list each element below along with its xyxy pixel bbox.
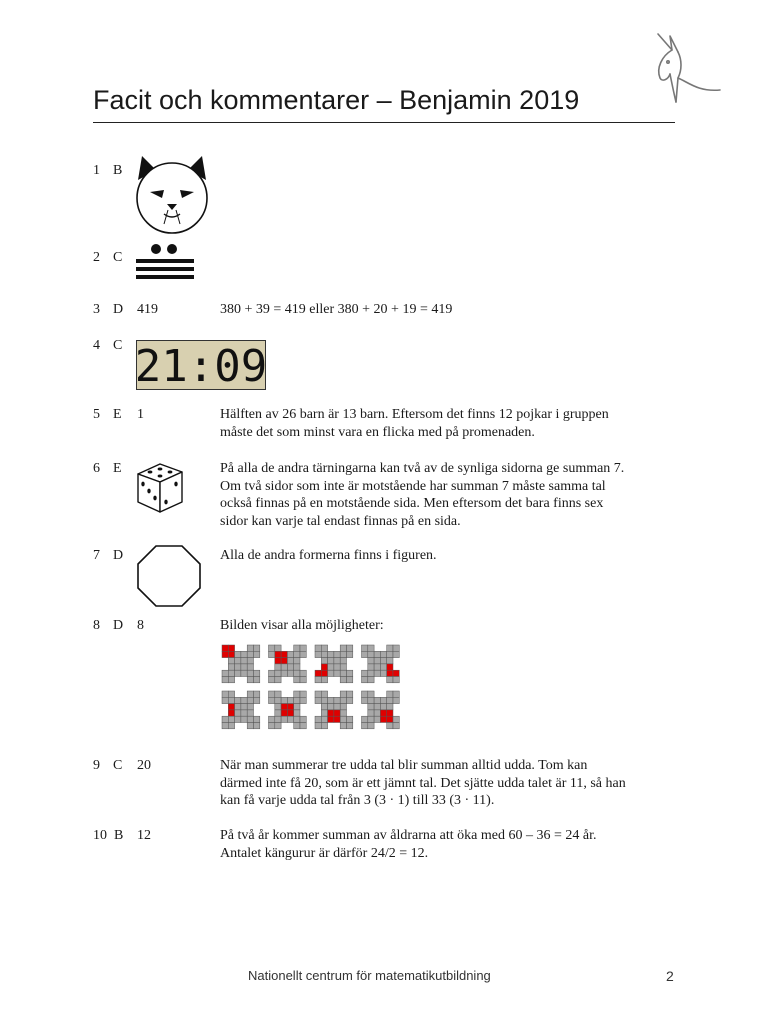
gray-cell (321, 677, 327, 683)
red-cell (321, 664, 327, 670)
gray-cell (247, 664, 253, 670)
gray-cell (275, 710, 281, 716)
problem-letter: C (113, 338, 123, 353)
problem-number: 3 (93, 302, 100, 317)
gray-cell (254, 645, 260, 651)
comment-line: Antalet kängurur är därför 24/2 = 12. (220, 845, 429, 861)
gray-cell (393, 645, 399, 651)
gray-cell (328, 651, 334, 657)
gray-cell (247, 691, 253, 697)
gray-cell (347, 651, 353, 657)
problem-number: 1 (93, 163, 100, 178)
gray-cell (241, 664, 247, 670)
gray-cell (340, 710, 346, 716)
problem-comment: Alla de andra formerna finns i figuren. (220, 548, 437, 563)
comment-line: På två år kommer summan av åldrarna att öka med 60 – 36 = 24 år. (220, 828, 597, 843)
gray-cell (334, 658, 340, 664)
gray-cell (269, 723, 275, 729)
gray-cell (300, 670, 306, 676)
gray-cell (334, 664, 340, 670)
gray-cell (235, 710, 241, 716)
gray-cell (387, 645, 393, 651)
gray-cell (294, 658, 300, 664)
gray-cell (300, 723, 306, 729)
gray-cell (347, 677, 353, 683)
gray-cell (269, 697, 275, 703)
gray-cell (347, 691, 353, 697)
gray-cell (340, 658, 346, 664)
comment-line: därmed inte få 20, som är ett jämnt tal. Det sjätte udda talet är 11, så han (220, 775, 626, 791)
gray-cell (254, 716, 260, 722)
gray-cell (241, 670, 247, 676)
gray-cell (315, 645, 321, 651)
problem-letter: E (113, 461, 122, 476)
gray-cell (328, 670, 334, 676)
gray-cell (269, 691, 275, 697)
gray-cell (247, 670, 253, 676)
gray-cell (340, 651, 346, 657)
red-cell (228, 710, 234, 716)
problem-number: 2 (93, 250, 100, 265)
gray-cell (315, 716, 321, 722)
gray-cell (315, 651, 321, 657)
gray-cell (275, 697, 281, 703)
possibility-grid (269, 691, 307, 729)
gray-cell (222, 716, 228, 722)
gray-cell (340, 704, 346, 710)
possibility-grid (222, 691, 260, 729)
gray-cell (247, 651, 253, 657)
gray-cell (294, 670, 300, 676)
gray-cell (340, 677, 346, 683)
gray-cell (300, 691, 306, 697)
gray-cell (235, 704, 241, 710)
problem-letter: D (113, 618, 124, 633)
gray-cell (340, 645, 346, 651)
gray-cell (228, 664, 234, 670)
comment-line: också finnas på en motstående sida. Men eftersom det bara finns sex (220, 496, 604, 511)
gray-cell (247, 723, 253, 729)
gray-cell (362, 697, 368, 703)
gray-cell (340, 723, 346, 729)
gray-cell (315, 723, 321, 729)
gray-cell (393, 691, 399, 697)
gray-cell (321, 716, 327, 722)
gray-cell (287, 664, 293, 670)
gray-cell (254, 670, 260, 676)
problem-answer: 419 (137, 302, 158, 317)
gray-cell (281, 716, 287, 722)
gray-cell (228, 716, 234, 722)
gray-cell (362, 716, 368, 722)
gray-cell (275, 691, 281, 697)
gray-cell (287, 670, 293, 676)
gray-cell (287, 697, 293, 703)
problem-comment (220, 827, 680, 862)
problem-letter: D (113, 548, 124, 563)
problem-comment: Bilden visar alla möjligheter: (220, 618, 384, 633)
gray-cell (374, 670, 380, 676)
gray-cell (380, 697, 386, 703)
red-cell (328, 710, 334, 716)
gray-cell (300, 697, 306, 703)
gray-cell (393, 723, 399, 729)
gray-cell (247, 677, 253, 683)
gray-cell (269, 651, 275, 657)
problem-number: 8 (93, 618, 100, 633)
gray-cell (281, 670, 287, 676)
gray-cell (222, 670, 228, 676)
gray-cell (321, 710, 327, 716)
gray-cell (222, 691, 228, 697)
red-cell (281, 658, 287, 664)
gray-cell (340, 670, 346, 676)
gray-cell (393, 651, 399, 657)
problem-answer: 8 (137, 618, 144, 633)
gray-cell (275, 664, 281, 670)
gray-cell (362, 723, 368, 729)
red-cell (275, 658, 281, 664)
problem-comment (220, 757, 680, 810)
red-cell (281, 710, 287, 716)
gray-cell (321, 723, 327, 729)
gray-cell (362, 651, 368, 657)
gray-cell (368, 651, 374, 657)
gray-cell (294, 716, 300, 722)
page-number: 2 (666, 968, 674, 984)
gray-cell (393, 716, 399, 722)
gray-cell (235, 651, 241, 657)
gray-cell (247, 716, 253, 722)
problem-number: 6 (93, 461, 100, 476)
red-cell (275, 651, 281, 657)
gray-cell (294, 691, 300, 697)
gray-cell (368, 723, 374, 729)
gray-cell (228, 677, 234, 683)
dice-icon (134, 460, 186, 514)
red-cell (228, 704, 234, 710)
gray-cell (374, 658, 380, 664)
red-cell (380, 716, 386, 722)
gray-cell (228, 691, 234, 697)
gray-cell (315, 697, 321, 703)
gray-cell (294, 704, 300, 710)
gray-cell (241, 651, 247, 657)
problem-number: 5 (93, 407, 100, 422)
gray-cell (368, 645, 374, 651)
gray-cell (294, 677, 300, 683)
red-cell (321, 670, 327, 676)
gray-cell (275, 723, 281, 729)
gray-cell (222, 723, 228, 729)
gray-cell (340, 664, 346, 670)
gray-cell (347, 697, 353, 703)
gray-cell (347, 670, 353, 676)
cat-face-icon (134, 152, 210, 230)
gray-cell (235, 670, 241, 676)
gray-cell (334, 651, 340, 657)
gray-cell (269, 670, 275, 676)
gray-cell (241, 697, 247, 703)
comment-line: Hälften av 26 barn är 13 barn. Eftersom det finns 12 pojkar i gruppen (220, 407, 609, 422)
comment-line: måste det som minst vara en flicka med på promenaden. (220, 424, 535, 440)
gray-cell (368, 697, 374, 703)
gray-cell (368, 670, 374, 676)
gray-cell (222, 697, 228, 703)
comment-line: kan få varje udda tal från 3 (3 · 1) till 33 (3 · 11). (220, 793, 495, 808)
gray-cell (275, 677, 281, 683)
gray-cell (347, 645, 353, 651)
gray-cell (294, 710, 300, 716)
gray-cell (387, 677, 393, 683)
red-cell (315, 670, 321, 676)
gray-cell (368, 710, 374, 716)
gray-cell (368, 704, 374, 710)
gray-cell (269, 645, 275, 651)
gray-cell (374, 651, 380, 657)
gray-cell (294, 651, 300, 657)
comment-line: Om två sidor som inte är motstående har summan 7 måste samma tal (220, 478, 606, 494)
possibility-grid (222, 645, 260, 683)
gray-cell (340, 691, 346, 697)
gray-cell (235, 716, 241, 722)
gray-cell (374, 664, 380, 670)
possibility-grid (362, 645, 400, 683)
problem-answer: 12 (137, 828, 151, 843)
gray-cell (241, 716, 247, 722)
gray-cell (380, 651, 386, 657)
gray-cell (315, 677, 321, 683)
gray-cell (374, 716, 380, 722)
kangaroo-icon (648, 28, 724, 108)
gray-cell (340, 716, 346, 722)
gray-cell (254, 723, 260, 729)
gray-cell (321, 658, 327, 664)
problem-answer: 1 (137, 407, 144, 422)
problem-comment: 380 + 39 = 419 eller 380 + 20 + 19 = 419 (220, 302, 453, 317)
gray-cell (380, 658, 386, 664)
gray-cell (275, 716, 281, 722)
gray-cell (300, 651, 306, 657)
problem-letter: D (113, 302, 124, 317)
red-cell (334, 716, 340, 722)
gray-cell (228, 658, 234, 664)
gray-cell (321, 651, 327, 657)
footer-text: Nationellt centrum för matematikutbildning (248, 968, 491, 983)
gray-cell (387, 658, 393, 664)
gray-cell (393, 677, 399, 683)
gray-cell (321, 645, 327, 651)
gray-cell (294, 697, 300, 703)
gray-cell (275, 645, 281, 651)
problem-number: 4 (93, 338, 100, 353)
red-cell (287, 710, 293, 716)
gray-cell (294, 664, 300, 670)
problem-letter: C (113, 758, 123, 773)
red-cell (287, 704, 293, 710)
gray-cell (222, 677, 228, 683)
red-cell (387, 664, 393, 670)
dots-and-bars-icon (134, 242, 196, 286)
gray-cell (235, 697, 241, 703)
gray-cell (368, 658, 374, 664)
gray-cell (321, 691, 327, 697)
page-title: Facit och kommentarer – Benjamin 2019 (93, 85, 580, 115)
gray-cell (269, 677, 275, 683)
gray-cell (287, 658, 293, 664)
gray-cell (241, 704, 247, 710)
problem-number: 7 (93, 548, 100, 563)
red-cell (387, 716, 393, 722)
red-cell (228, 651, 234, 657)
octagon-icon (136, 545, 202, 607)
problem-comment (220, 406, 680, 441)
gray-cell (241, 658, 247, 664)
gray-cell (368, 664, 374, 670)
gray-cell (275, 670, 281, 676)
gray-cell (362, 677, 368, 683)
possibility-grid (269, 645, 307, 683)
gray-cell (328, 658, 334, 664)
red-cell (334, 710, 340, 716)
gray-cell (300, 677, 306, 683)
red-cell (281, 704, 287, 710)
gray-cell (362, 670, 368, 676)
gray-cell (328, 697, 334, 703)
gray-cell (387, 697, 393, 703)
gray-cell (328, 664, 334, 670)
red-cell (380, 710, 386, 716)
comment-line: När man summerar tre udda tal blir summan alltid udda. Tom kan (220, 758, 588, 773)
gray-cell (315, 691, 321, 697)
gray-cell (294, 645, 300, 651)
red-cell (393, 670, 399, 676)
problem-number: 10 (93, 828, 107, 843)
gray-cell (374, 697, 380, 703)
gray-cell (287, 651, 293, 657)
gray-cell (340, 697, 346, 703)
red-cell (228, 645, 234, 651)
clock-readout: 21:09 (134, 341, 268, 392)
digital-clock-icon (136, 340, 266, 390)
gray-cell (235, 658, 241, 664)
gray-cell (321, 697, 327, 703)
gray-cell (294, 723, 300, 729)
gray-cell (228, 697, 234, 703)
gray-cell (380, 670, 386, 676)
gray-cell (247, 704, 253, 710)
gray-cell (347, 716, 353, 722)
gray-cell (247, 658, 253, 664)
gray-cell (247, 645, 253, 651)
red-cell (387, 670, 393, 676)
gray-cell (247, 697, 253, 703)
gray-cell (275, 704, 281, 710)
problem-number: 9 (93, 758, 100, 773)
gray-cell (387, 704, 393, 710)
problem-letter: C (113, 250, 123, 265)
gray-cell (281, 664, 287, 670)
grid-possibilities-icon (222, 645, 404, 729)
possibility-grid (362, 691, 400, 729)
comment-line: På alla de andra tärningarna kan två av de synliga sidorna ge summan 7. (220, 461, 625, 476)
gray-cell (300, 645, 306, 651)
gray-cell (254, 697, 260, 703)
problem-comment (220, 460, 680, 530)
red-cell (328, 716, 334, 722)
gray-cell (254, 677, 260, 683)
red-cell (387, 710, 393, 716)
gray-cell (235, 664, 241, 670)
gray-cell (247, 710, 253, 716)
problem-letter: E (113, 407, 122, 422)
possibility-grid (315, 645, 353, 683)
gray-cell (362, 691, 368, 697)
problem-letter: B (113, 163, 123, 178)
gray-cell (393, 697, 399, 703)
gray-cell (287, 716, 293, 722)
gray-cell (347, 723, 353, 729)
gray-cell (334, 697, 340, 703)
gray-cell (380, 704, 386, 710)
gray-cell (228, 723, 234, 729)
gray-cell (334, 670, 340, 676)
gray-cell (328, 704, 334, 710)
red-cell (222, 645, 228, 651)
problem-answer: 20 (137, 758, 151, 773)
red-cell (281, 651, 287, 657)
gray-cell (374, 710, 380, 716)
gray-cell (368, 716, 374, 722)
problem-letter: B (114, 828, 124, 843)
title-divider (93, 122, 675, 123)
gray-cell (387, 723, 393, 729)
gray-cell (368, 677, 374, 683)
gray-cell (321, 704, 327, 710)
gray-cell (228, 670, 234, 676)
red-cell (222, 651, 228, 657)
possibility-grid (315, 691, 353, 729)
gray-cell (334, 704, 340, 710)
gray-cell (368, 691, 374, 697)
gray-cell (269, 716, 275, 722)
gray-cell (281, 697, 287, 703)
gray-cell (387, 691, 393, 697)
gray-cell (300, 716, 306, 722)
gray-cell (254, 651, 260, 657)
gray-cell (387, 651, 393, 657)
gray-cell (362, 645, 368, 651)
gray-cell (374, 704, 380, 710)
gray-cell (241, 710, 247, 716)
gray-cell (380, 664, 386, 670)
gray-cell (254, 691, 260, 697)
comment-line: sidor kan varje tal endast finnas på en sida. (220, 513, 461, 529)
